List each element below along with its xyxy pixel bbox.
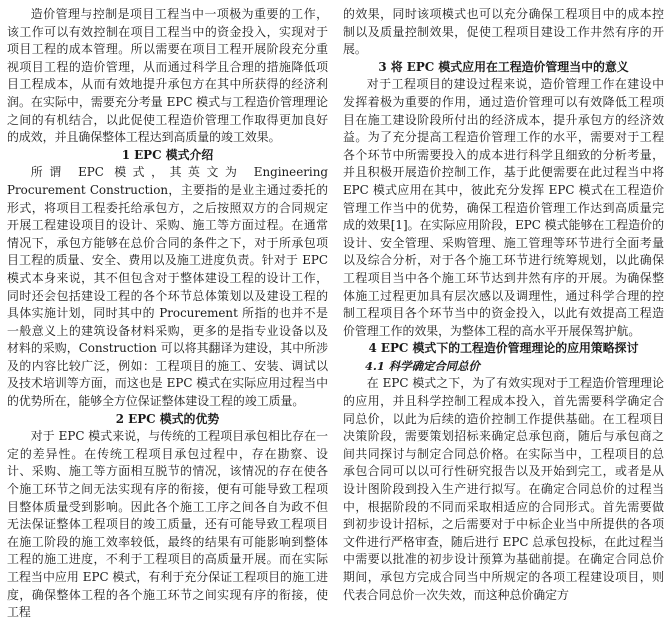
section-3-paragraph: 对于工程项目的建设过程来说，造价管理工作在建设中发挥着极为重要的作用，通过造价管理可以有效降低工程项目在施工建设阶段所付出的经济成本，提升承包方的经济效益。为了充分提高工程造价管理工作的水平，需要对于工程各个环节中所需要投入的成本进行科学且细致的分析考量，并且积极开展造价控制工作，基于此便需要在此过程当中将 EPC 模式应用在其中，彼此充分发挥 EPC 模式在工程造价管理工作当中的优势，确保工程造价管理工作达到高质量完成的效果[1]。在实际应用阶段，EPC 模式能够在工程造价的设计、安全管理、采购管理、施工管理等环节进行全面考量以及综合分析，对于各个施工环节进行统筹规划，以此确保工程项目当中各个施工环节达到井然有序的开展。为确保整体施工过程更加具有层次感以及调理性，通过科学合理的控制工程项目各个环节当中的资金投入，以此有效提高工程造价管理工作的效果，为整体工程的高水平开展保驾护航。: [343, 77, 664, 338]
intro-paragraph: 造价管理与控制是项目工程当中一项极为重要的工作，该工作可以有效控制在项目工程当中的资金投入，实现对于项目工程的成本管理。所以需要在项目工程开展阶段充分重视项目工程的造价管理，从而通过科学且合理的措施降低项目工程成本，从而有效地提升承包方在其中所获得的经济利润。在实际中，需要充分考量 EPC 模式与工程造价管理理论之间的有机结合，以此促使工程造价管理工作取得更加良好的成效，并且确保整体工程达到高质量的竣工效果。: [7, 7, 328, 145]
section-heading-3: 3 将 EPC 模式应用在工程造价管理当中的意义: [378, 59, 629, 74]
section-heading-2: 2 EPC 模式的优势: [115, 411, 220, 426]
left-column: [7, 6, 328, 622]
section-1-paragraph: 所谓 EPC 模式，其英文为 Engineering Procurement Construction，主要指的是业主通过委托的形式，将项目工程委托给承包方，之后按照双方的合同规定开展工程建设项目的设计、采购、施工等方面过程。在通常情况下，承包方能够在总价合同的条件之下，对于所承包项目工程的质量、安全、费用以及施工进度负责。针对于 EPC 模式本身来说，其不但包含对于整体建设工程的设计工作，同时还会包括建设工程的各个环节总体策划以及建设工程的具体实施计划，同时其中的 Procurement 所指的也并不是一般意义上的建筑设备材料采购，更多的是指专业设备以及材料的采购，Construction 可以将其翻译为建设，其中所涉及的内容比较广泛，例如：工程项目的施工、安装、调试以及技术培训等方面，而这也是 EPC 模式在实际应用过程当中的优势所在，能够全方位保证整体建设工程的竣工质量。: [7, 165, 328, 409]
continued-paragraph: 的效果，同时该项模式也可以充分确保工程项目中的成本控制以及质量控制效果，促使工程项目建设工作井然有序的开展。: [343, 7, 664, 57]
section-heading-4: 4 EPC 模式下的工程造价管理理论的应用策略探讨: [368, 341, 639, 356]
subsection-heading-4-1: 4.1 科学确定合同总价: [365, 358, 480, 373]
right-column: [343, 6, 664, 604]
subsection-4-1-paragraph: 在 EPC 模式之下，为了有效实现对于工程造价管理理论的应用，并且科学控制工程成本投入，首先需要科学确定合同总价，以此为后续的造价控制工作提供基础。在工程项目决策阶段，需要策划招标来确定总承包商，随后与承包商之间共同探讨与制定合同总价格。在实际当中，工程项目的总承包合同可以以可行性研究报告以及开始到完工，或者是从设计图阶段到投入生产进行拟写。在确定合同总价的过程当中，根据阶段的不同而采取相适应的合同形式。首先需要做到初步设计招标，之后需要对于中标企业当中所提供的各项文件进行严格审查，随后进行 EPC 总承包投标，在此过程当中需要以批准的初步设计预算为基础前提。在确定合同总价期间，承包方完成合同当中所规定的各项工程建设项目，则代表合同总价一次失效，而这种总价确定方: [343, 376, 664, 602]
section-heading-1: 1 EPC 模式介绍: [121, 147, 214, 162]
section-2-paragraph: 对于 EPC 模式来说，与传统的工程项目承包相比存在一定的差异性。在传统工程项目承包过程中，存在勘察、设计、采购、施工等方面相互脱节的情况，该情况的存在使各个施工环节之间无法实现有序的衔接，便有可能导致工程项目整体质量受到影响。因此各个施工工序之间各自为政不但无法保证整体工程项目的竣工质量，还有可能导致工程项目在施工阶段的施工效率较低，最终的结果有可能影响到整体工程的施工进度，不利于工程项目的高质量开展。而在实际工程当中应用 EPC 模式，有利于充分保证工程项目的施工进度，确保整体工程的各个施工环节之间实现有序的衔接，使工程: [7, 429, 328, 620]
